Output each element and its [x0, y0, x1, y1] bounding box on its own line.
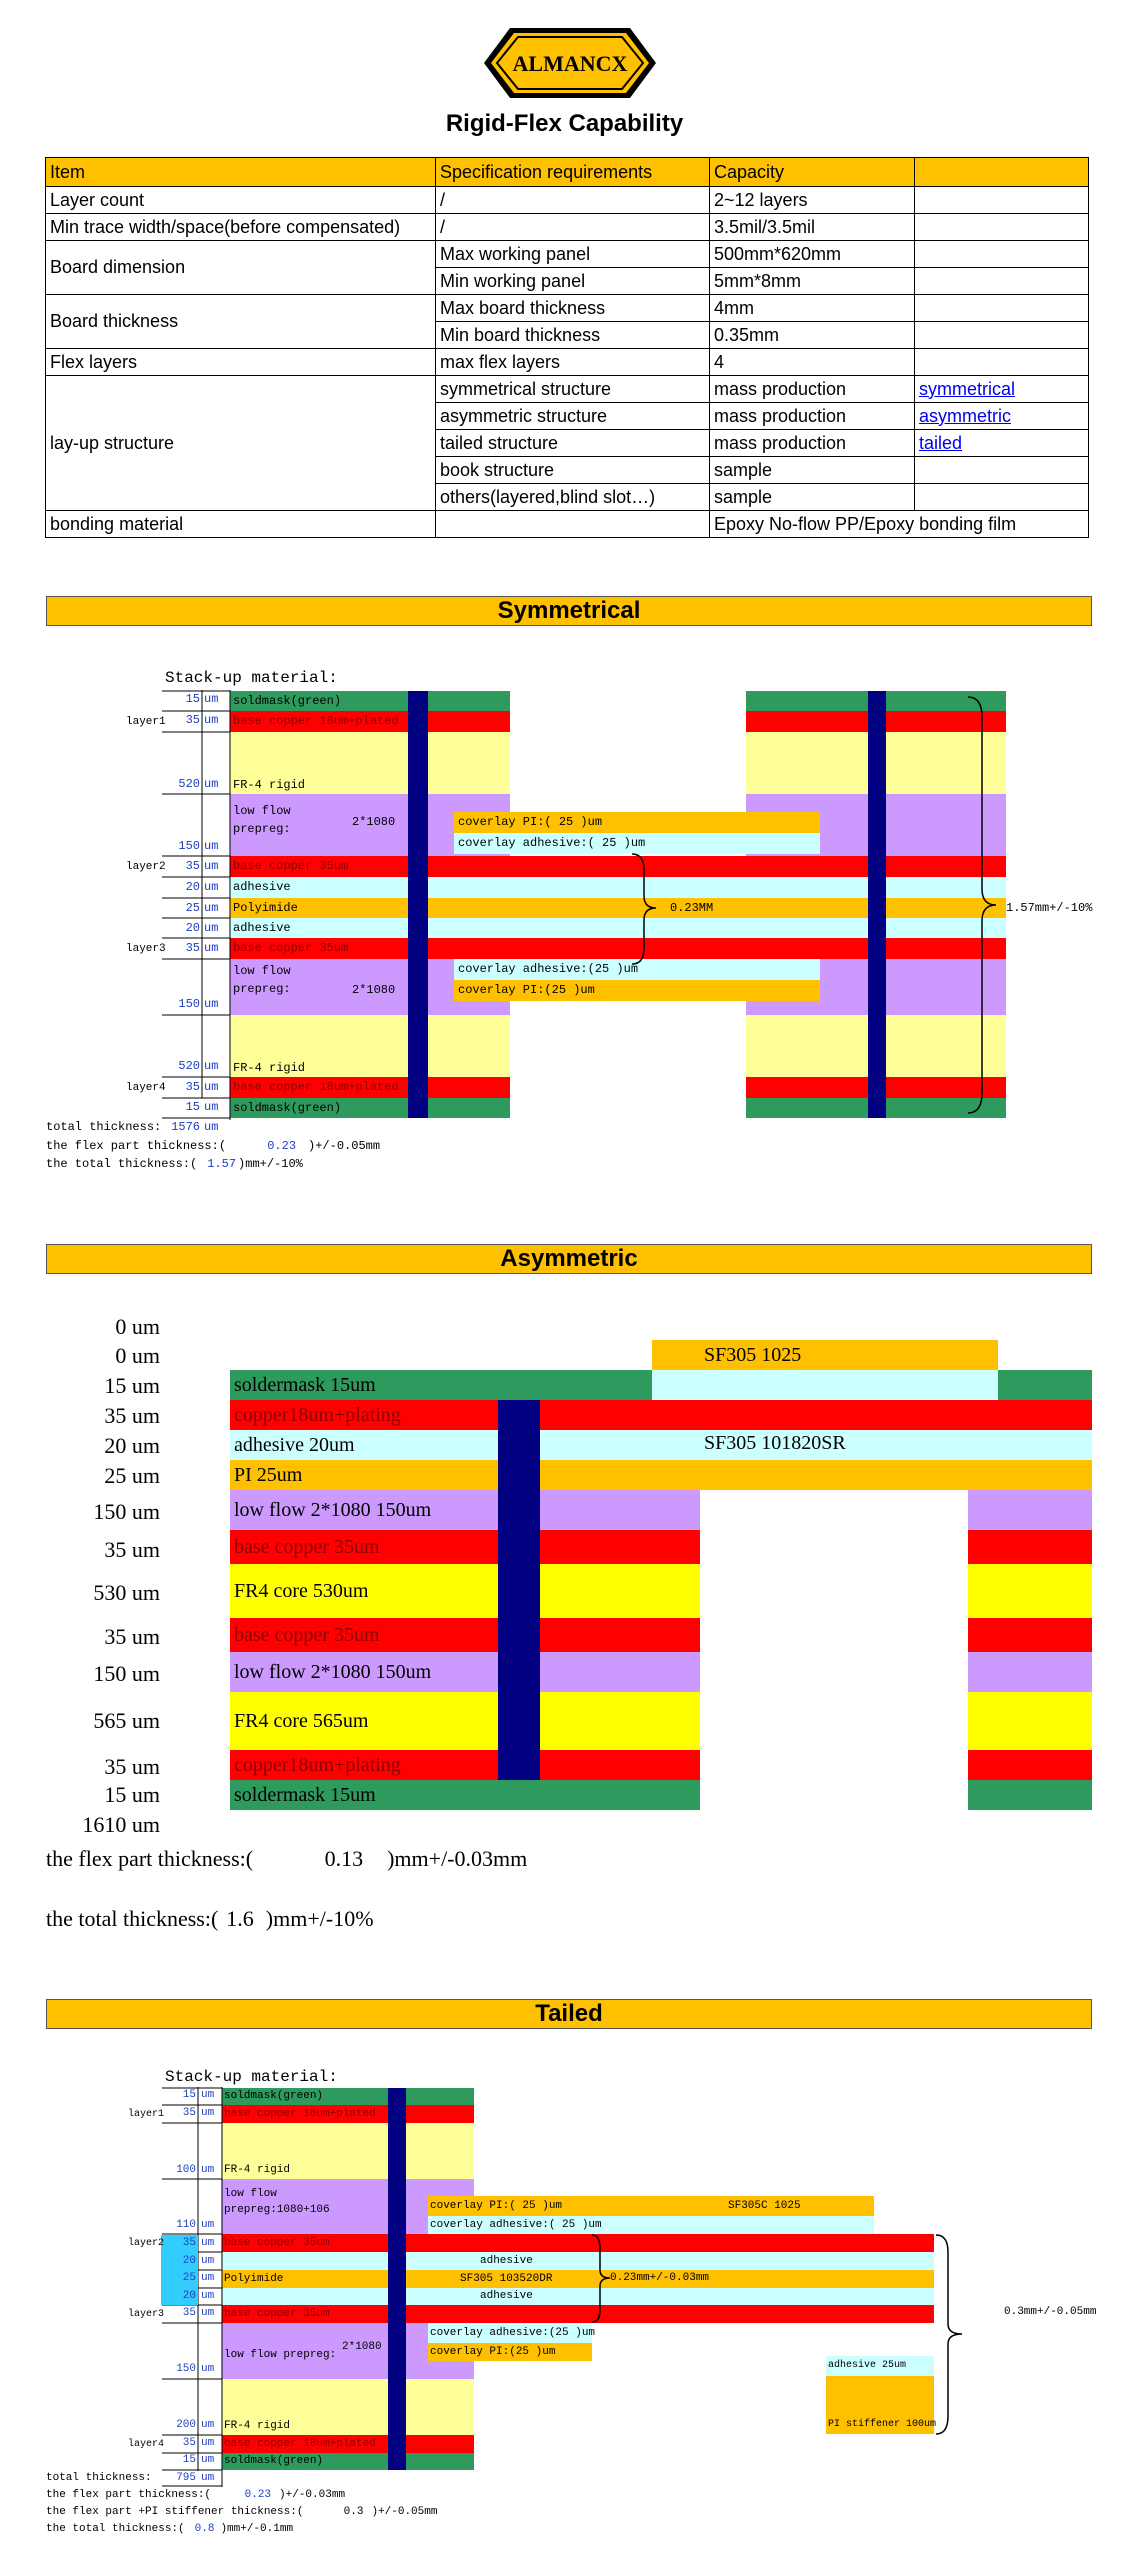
sym-um-0: um	[204, 692, 219, 706]
cell: Board dimension	[46, 241, 436, 295]
sym-adhesive-2	[230, 918, 1006, 938]
tail-lbl-coverlay-adh-bot: coverlay adhesive:(25 )um	[430, 2327, 596, 2339]
asym-thk-14: 1610 um	[82, 1812, 160, 1837]
asym-copper-bot-right	[968, 1750, 1092, 1780]
tail-total-line	[46, 2523, 293, 2535]
asym-lowflow-bot-left: low flow 2*1080 150um	[230, 1652, 700, 1692]
asym-thk-6: 150 um	[93, 1499, 160, 1524]
asym-base-copper-1-left: base copper 35um	[230, 1530, 700, 1564]
sym-thk-7: 20	[185, 921, 200, 935]
text: the total thickness:(	[46, 2523, 185, 2535]
sym-um-11: um	[204, 1080, 219, 1094]
asym-soldermask-top-left: soldermask 15um	[230, 1370, 652, 1400]
tail-lbl-adhesive-2: adhesive	[480, 2290, 533, 2302]
tail-adhesive-1	[222, 2252, 934, 2270]
tail-layer1-label: layer1	[128, 2109, 165, 2120]
sym-polyimide	[230, 898, 1006, 918]
asymmetric-link[interactable]: asymmetric	[919, 405, 1012, 426]
cell: tailed structure	[436, 430, 710, 457]
sym-via-left	[408, 691, 428, 1118]
tail-thk-7: 20	[182, 2290, 196, 2302]
tail-total-value: 795	[176, 2472, 196, 2484]
sym-thk-3: 150	[178, 839, 200, 853]
cell	[915, 214, 1089, 241]
sym-total-thickness: 1.57mm+/-10%	[1006, 901, 1093, 915]
tail-lbl-sf305-103520dr: SF305 103520DR	[460, 2273, 553, 2285]
capability-table	[45, 157, 1089, 538]
cell	[915, 376, 1089, 403]
sym-layer2-label: layer2	[126, 861, 166, 873]
tail-lbl-prepreg-bot: low flow prepreg:	[224, 2349, 337, 2361]
cell	[915, 484, 1089, 511]
sym-thk-2: 520	[178, 777, 200, 791]
asym-adhesive: adhesive 20um	[230, 1430, 1092, 1460]
sym-lbl-prepreg-top-extra: 2*1080	[352, 815, 396, 829]
cell: 500mm*620mm	[710, 241, 915, 268]
asym-thk-5: 25 um	[104, 1463, 160, 1488]
tail-um-9: um	[201, 2363, 215, 2375]
asym-thk-8: 530 um	[93, 1580, 160, 1605]
cell: 2~12 layers	[710, 187, 915, 214]
asym-sf305-101820sr: SF305 101820SR	[704, 1432, 846, 1454]
asym-base-copper-2-right	[968, 1618, 1092, 1652]
tail-side-thickness: 0.3mm+/-0.05mm	[1004, 2306, 1097, 2318]
text: )mm+/-0.03mm	[387, 1846, 528, 1871]
asym-base-copper-1-right	[968, 1530, 1092, 1564]
sym-um-10: um	[204, 1059, 219, 1073]
tail-thk-9: 150	[176, 2363, 196, 2375]
asym-flex-line	[46, 1846, 527, 1872]
asym-sf305-1025: SF305 1025	[652, 1340, 998, 1370]
sym-lbl-copper-l1: base copper 18um+plated	[233, 714, 399, 728]
sym-lbl-polyimide: Polyimide	[233, 901, 298, 915]
asym-thk-9: 35 um	[104, 1624, 160, 1649]
cell: sample	[710, 457, 915, 484]
tail-um-5: um	[201, 2255, 215, 2267]
tailed-link[interactable]: tailed	[919, 432, 963, 453]
sym-thk-9: 150	[178, 997, 200, 1011]
text: the flex part thickness:(	[46, 1139, 227, 1153]
sym-um-12: um	[204, 1100, 219, 1114]
cell: Min working panel	[436, 268, 710, 295]
sym-total-value: 1576	[171, 1120, 200, 1134]
tail-lbl-copper-l4: base copper 18um+plated	[224, 2438, 376, 2450]
sym-thk-1: 35	[185, 713, 200, 727]
sym-layer1-label: layer1	[126, 716, 166, 728]
tail-flex-line	[46, 2489, 345, 2501]
text: )+/-0.05mm	[308, 1139, 381, 1153]
sym-flex-brace	[630, 850, 670, 970]
asym-pi: PI 25um	[230, 1460, 1092, 1490]
header-item: Item	[46, 158, 436, 187]
sym-total-line	[46, 1157, 303, 1171]
sym-lbl-adhesive-1: adhesive	[233, 880, 291, 894]
cell	[915, 457, 1089, 484]
asym-thk-3: 35 um	[104, 1403, 160, 1428]
text: the flex part +PI stiffener thickness:(	[46, 2506, 304, 2518]
sym-um-7: um	[204, 921, 219, 935]
tail-lbl-fr4-bot: FR-4 rigid	[224, 2420, 291, 2432]
header-blank	[915, 158, 1089, 187]
sym-lbl-coverlay-adh-top: coverlay adhesive:( 25 )um	[458, 836, 646, 850]
table-row	[46, 349, 1089, 376]
cell	[915, 295, 1089, 322]
cell: Max board thickness	[436, 295, 710, 322]
cell: book structure	[436, 457, 710, 484]
tail-flex-thickness: 0.23mm+/-0.03mm	[610, 2272, 710, 2284]
sym-layer4-label: layer4	[126, 1082, 166, 1094]
cell: Layer count	[46, 187, 436, 214]
sym-thk-10: 520	[178, 1059, 200, 1073]
symmetrical-link[interactable]: symmetrical	[919, 378, 1016, 399]
tail-um-0: um	[201, 2089, 215, 2101]
cell	[915, 322, 1089, 349]
table-header-row	[46, 158, 1089, 187]
table-row	[46, 376, 1089, 403]
sym-um-2: um	[204, 777, 219, 791]
tail-um-3: um	[201, 2219, 215, 2231]
tail-total-label: total thickness:	[46, 2472, 152, 2484]
tail-lbl-fr4-top: FR-4 rigid	[224, 2164, 291, 2176]
cell: 4mm	[710, 295, 915, 322]
sym-lbl-copper-l2: base copper 35um	[233, 859, 349, 873]
tail-um-2: um	[201, 2164, 215, 2176]
logo-text: ALMANCX	[512, 51, 628, 76]
almancx-logo	[482, 26, 658, 100]
cell: mass production	[710, 430, 915, 457]
tail-um-11: um	[201, 2437, 215, 2449]
tail-lbl-polyimide: Polyimide	[224, 2273, 284, 2285]
table-row	[46, 187, 1089, 214]
sym-lbl-fr4-bot: FR-4 rigid	[233, 1061, 306, 1075]
asym-thk-2: 15 um	[104, 1373, 160, 1398]
tail-um-4: um	[201, 2237, 215, 2249]
text: )mm+/-0.1mm	[220, 2523, 294, 2535]
sym-layer3-label: layer3	[126, 943, 166, 955]
sym-thk-11: 35	[185, 1080, 200, 1094]
sym-lbl-prepreg-bot-extra: 2*1080	[352, 983, 396, 997]
sym-total-brace	[966, 693, 1006, 1117]
tail-lbl-coverlay-pi-top: coverlay PI:( 25 )um	[430, 2200, 563, 2212]
tail-thk-0: 15	[182, 2089, 196, 2101]
cell: bonding material	[46, 511, 436, 538]
tail-lbl-prepreg-bot-extra: 2*1080	[342, 2341, 382, 2353]
asym-copper-bot-left: copper18um+plating	[230, 1750, 700, 1780]
asymmetric-banner: Asymmetric	[46, 1244, 1092, 1274]
tail-stiffener-brace	[934, 2232, 974, 2438]
sym-lbl-prepreg-bot: low flow prepreg:	[233, 964, 291, 996]
tail-stack-title: Stack-up material:	[165, 2068, 338, 2086]
value: 0.13	[324, 1846, 364, 1871]
sym-lbl-soldmask-top: soldmask(green)	[233, 694, 342, 708]
sym-lbl-copper-l4: base copper 18um+plated	[233, 1080, 399, 1094]
value: 1.57	[207, 1157, 237, 1171]
cell	[436, 511, 710, 538]
header-spec: Specification requirements	[436, 158, 710, 187]
stack-title: Stack-up material:	[165, 669, 338, 687]
sym-um-8: um	[204, 941, 219, 955]
asym-total-line	[46, 1906, 374, 1932]
tail-layer2-label: layer2	[128, 2238, 165, 2249]
tail-um-12: um	[201, 2454, 215, 2466]
symmetrical-banner: Symmetrical	[46, 596, 1092, 626]
tail-thk-2: 100	[176, 2164, 196, 2176]
tail-stiff-line	[46, 2506, 437, 2518]
cell: others(layered,blind slot…)	[436, 484, 710, 511]
tail-via	[388, 2088, 406, 2470]
table-row	[46, 214, 1089, 241]
text: the total thickness:(	[46, 1157, 198, 1171]
cell	[915, 403, 1089, 430]
value: 0.3	[343, 2506, 364, 2518]
tail-lbl-copper-l1: base copper 18um+plated	[224, 2108, 376, 2120]
tail-lbl-adhesive-1: adhesive	[480, 2255, 533, 2267]
value: 1.6	[226, 1906, 254, 1931]
sym-thk-5: 20	[185, 880, 200, 894]
text: )+/-0.05mm	[371, 2506, 438, 2518]
table-row	[46, 511, 1089, 538]
asym-fr4-565-left: FR4 core 565um	[230, 1692, 700, 1750]
tail-lbl-sf305c: SF305C 1025	[728, 2200, 801, 2212]
tail-lbl-stiffener: PI stiffener 100um	[828, 2419, 937, 2430]
tail-thk-4: 35	[182, 2237, 196, 2249]
asym-thk-12: 35 um	[104, 1754, 160, 1779]
sym-via-right	[868, 691, 886, 1118]
sym-adhesive-1	[230, 877, 1006, 898]
tail-layer4-label: layer4	[128, 2439, 165, 2450]
header-capacity: Capacity	[710, 158, 915, 187]
cell: Min trace width/space(before compensated)	[46, 214, 436, 241]
sym-um-5: um	[204, 880, 219, 894]
asym-thk-11: 565 um	[93, 1708, 160, 1733]
tail-um-10: um	[201, 2419, 215, 2431]
tail-total-um: um	[201, 2472, 215, 2484]
sym-um-1: um	[204, 713, 219, 727]
cell	[915, 430, 1089, 457]
cell: /	[436, 214, 710, 241]
cell: lay-up structure	[46, 376, 436, 511]
cell: Max working panel	[436, 241, 710, 268]
text: )mm+/-10%	[238, 1157, 303, 1171]
sym-um-6: um	[204, 901, 219, 915]
table-row	[46, 241, 1089, 268]
asym-copper-top: copper18um+plating	[230, 1400, 1092, 1430]
tail-lbl-copper-l2: base copper 35um	[224, 2237, 330, 2249]
cell: Board thickness	[46, 295, 436, 349]
cell	[915, 349, 1089, 376]
tail-lbl-copper-l3: base copper 35um	[224, 2308, 330, 2320]
tail-thk-11: 35	[182, 2437, 196, 2449]
tail-layer3-label: layer3	[128, 2309, 165, 2320]
sym-lbl-adhesive-2: adhesive	[233, 921, 291, 935]
text: )mm+/-10%	[265, 1906, 374, 1931]
sym-lbl-soldmask-bot: soldmask(green)	[233, 1101, 342, 1115]
table-row	[46, 295, 1089, 322]
tail-thk-8: 35	[182, 2307, 196, 2319]
asym-via	[498, 1400, 540, 1780]
tail-adhesive-2	[222, 2288, 934, 2305]
tail-um-6: um	[201, 2272, 215, 2284]
tail-lbl-adh25: adhesive 25um	[828, 2360, 907, 2371]
sym-thk-8: 35	[185, 941, 200, 955]
asym-lowflow-bot-right	[968, 1652, 1092, 1692]
tail-lbl-soldmask-bot: soldmask(green)	[224, 2455, 324, 2467]
asym-sf-cyan	[652, 1370, 998, 1400]
cell: /	[436, 187, 710, 214]
cell: 0.35mm	[710, 322, 915, 349]
cell	[915, 268, 1089, 295]
tailed-banner: Tailed	[46, 1999, 1092, 2029]
cell: 5mm*8mm	[710, 268, 915, 295]
cell: sample	[710, 484, 915, 511]
sym-lbl-coverlay-pi-top: coverlay PI:( 25 )um	[458, 815, 603, 829]
sym-total-um: um	[204, 1120, 219, 1134]
cell: Min board thickness	[436, 322, 710, 349]
text: )+/-0.03mm	[279, 2489, 346, 2501]
asym-soldermask-bot-right	[968, 1780, 1092, 1810]
sym-lbl-coverlay-adh-bot: coverlay adhesive:(25 )um	[458, 962, 639, 976]
cell: max flex layers	[436, 349, 710, 376]
cell	[915, 241, 1089, 268]
asym-soldermask-top-right	[998, 1370, 1092, 1400]
cell	[915, 187, 1089, 214]
tail-um-1: um	[201, 2107, 215, 2119]
tail-thk-3: 110	[176, 2219, 196, 2231]
sym-thk-6: 25	[185, 901, 200, 915]
cell: 4	[710, 349, 915, 376]
tail-polyimide	[222, 2270, 934, 2288]
tail-thk-5: 20	[182, 2255, 196, 2267]
cell: asymmetric structure	[436, 403, 710, 430]
sym-thk-4: 35	[185, 859, 200, 873]
tail-thk-10: 200	[176, 2419, 196, 2431]
tail-um-8: um	[201, 2307, 215, 2319]
asym-thk-7: 35 um	[104, 1537, 160, 1562]
sym-um-4: um	[204, 859, 219, 873]
page-title: Rigid-Flex Capability	[445, 110, 684, 137]
value: 0.23	[244, 2489, 272, 2501]
sym-lbl-prepreg-top: low flow prepreg:	[233, 804, 291, 836]
asym-lowflow-top-right	[968, 1490, 1092, 1530]
value: 0.8	[194, 2523, 215, 2535]
cell: 3.5mil/3.5mil	[710, 214, 915, 241]
asym-thk-13: 15 um	[104, 1782, 160, 1807]
sym-lbl-coverlay-pi-bot: coverlay PI:(25 )um	[458, 983, 595, 997]
tail-lbl-soldmask-top: soldmask(green)	[224, 2090, 324, 2102]
tail-um-7: um	[201, 2290, 215, 2302]
asym-soldermask-bot-left: soldermask 15um	[230, 1780, 700, 1810]
tail-thk-1: 35	[182, 2107, 196, 2119]
asym-thk-4: 20 um	[104, 1433, 160, 1458]
asym-thk-1: 0 um	[115, 1343, 160, 1368]
cell: mass production	[710, 403, 915, 430]
sym-thk-0: 15	[185, 692, 200, 706]
cell: symmetrical structure	[436, 376, 710, 403]
sym-um-9: um	[204, 997, 219, 1011]
sym-total-label: total thickness:	[46, 1120, 162, 1134]
tail-lbl-coverlay-pi-bot: coverlay PI:(25 )um	[430, 2346, 556, 2358]
asym-lowflow-top-left: low flow 2*1080 150um	[230, 1490, 700, 1530]
asym-fr4-530-left: FR4 core 530um	[230, 1564, 700, 1618]
tail-thk-12: 15	[182, 2454, 196, 2466]
text: the flex part thickness:(	[46, 1846, 254, 1871]
sym-um-3: um	[204, 839, 219, 853]
cell: Flex layers	[46, 349, 436, 376]
cell: mass production	[710, 376, 915, 403]
tail-lbl-coverlay-adh-top: coverlay adhesive:( 25 )um	[430, 2219, 602, 2231]
value: 0.23	[267, 1139, 297, 1153]
sym-flex-line	[46, 1139, 380, 1153]
tail-lbl-prepreg-top: low flow prepreg:1080+106	[224, 2188, 330, 2216]
text: the total thickness:(	[46, 1906, 219, 1931]
text: the flex part thickness:(	[46, 2489, 212, 2501]
sym-thk-12: 15	[185, 1100, 200, 1114]
asym-base-copper-2-left: base copper 35um	[230, 1618, 700, 1652]
sym-lbl-fr4-top: FR-4 rigid	[233, 778, 306, 792]
sym-lbl-copper-l3: base copper 35um	[233, 941, 349, 955]
cell: Epoxy No-flow PP/Epoxy bonding film	[710, 511, 1089, 538]
tail-thk-6: 25	[182, 2272, 196, 2284]
asym-fr4-530-right	[968, 1564, 1092, 1618]
asym-fr4-565-right	[968, 1692, 1092, 1750]
asym-thk-10: 150 um	[93, 1661, 160, 1686]
sym-flex-thickness: 0.23MM	[670, 901, 714, 915]
asym-thk-0: 0 um	[115, 1314, 160, 1339]
